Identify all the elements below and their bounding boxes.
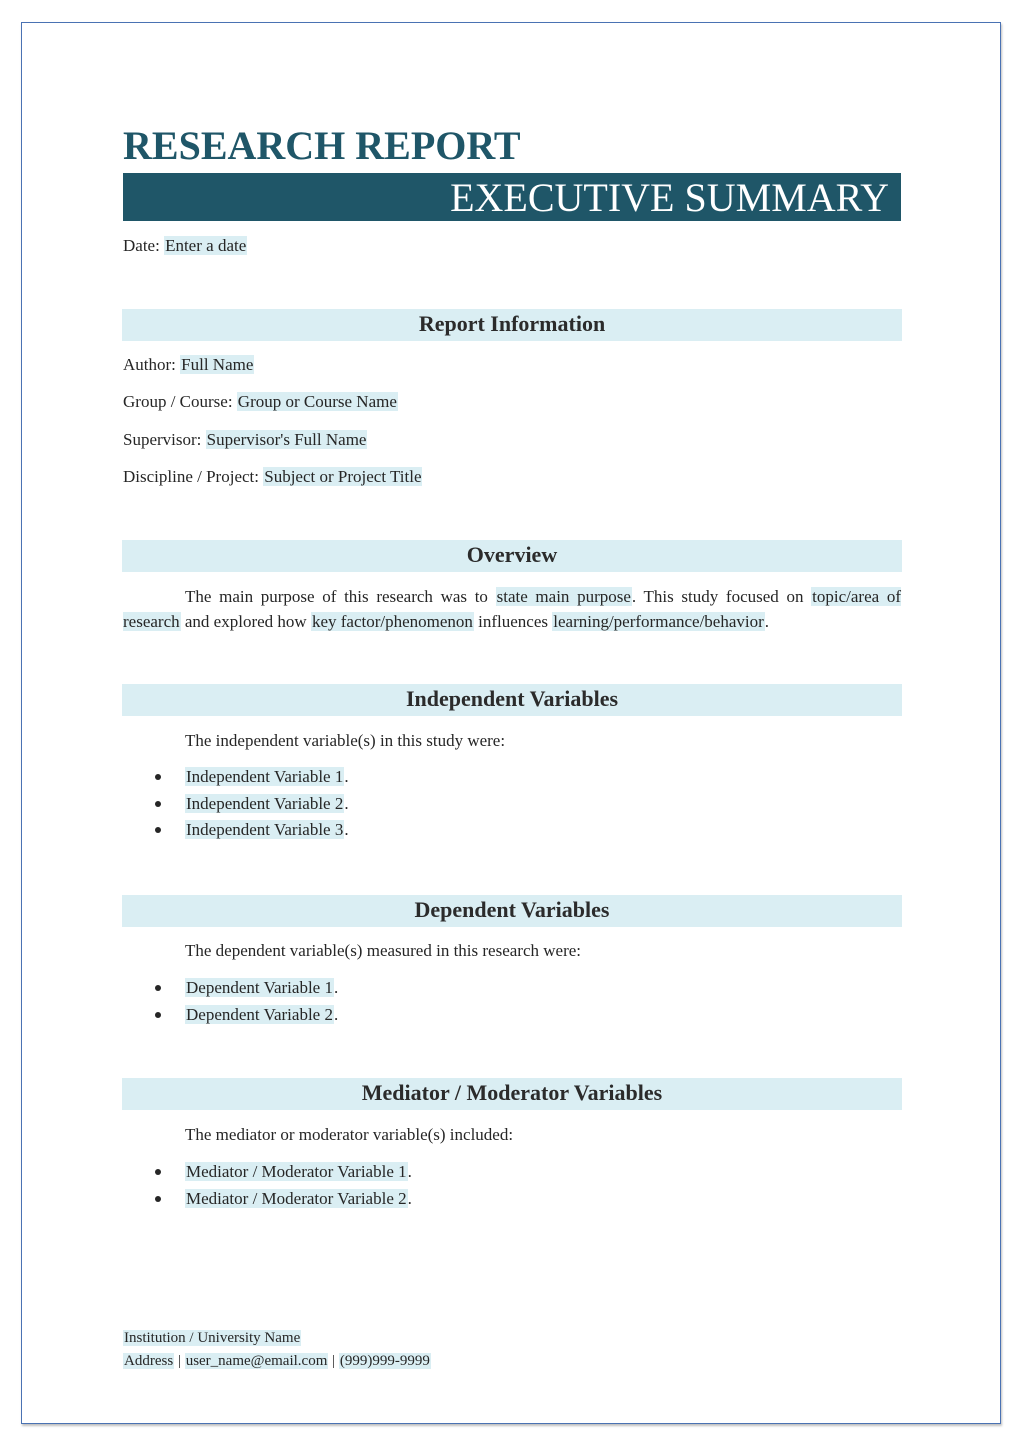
- item-period: .: [344, 793, 349, 813]
- date-label: Date:: [123, 236, 165, 255]
- separator: |: [174, 1353, 185, 1369]
- address-field[interactable]: Address: [124, 1353, 174, 1369]
- group-course-label: Group / Course:: [123, 392, 237, 411]
- discipline-project-line: [123, 466, 422, 488]
- date-line: [123, 235, 247, 257]
- overview-text-5: .: [764, 612, 770, 631]
- independent-variables-heading: Independent Variables: [122, 684, 902, 716]
- learning-performance-field[interactable]: learning/performance/behavior: [553, 612, 764, 631]
- supervisor-line: [123, 429, 367, 451]
- independent-variable-2-field[interactable]: Independent Variable 2: [186, 793, 344, 813]
- bullet-icon: [155, 1169, 161, 1175]
- overview-text-3: and explored how: [180, 612, 311, 631]
- overview-paragraph: [123, 584, 901, 634]
- item-period: .: [344, 820, 349, 839]
- footer-institution-line: [123, 1328, 301, 1348]
- list-item: [123, 766, 349, 793]
- key-factor-field[interactable]: key factor/phenomenon: [311, 612, 473, 631]
- mediator-moderator-heading: Mediator / Moderator Variables: [122, 1078, 902, 1110]
- item-period: .: [407, 1188, 412, 1208]
- supervisor-label: Supervisor:: [123, 430, 206, 449]
- overview-text-1: The main purpose of this research was to: [185, 587, 496, 606]
- executive-summary-banner: [123, 173, 901, 221]
- item-period: .: [333, 978, 339, 997]
- date-field[interactable]: Enter a date: [165, 236, 247, 255]
- dependent-variable-2-field[interactable]: Dependent Variable 2: [186, 1004, 333, 1024]
- mediator-variable-2-field[interactable]: Mediator / Moderator Variable 2: [186, 1188, 407, 1208]
- phone-field[interactable]: (999)999-9999: [339, 1353, 430, 1369]
- banner-text: EXECUTIVE SUMMARY: [450, 175, 889, 220]
- bullet-icon: [155, 1196, 161, 1202]
- dependent-variable-1-field[interactable]: Dependent Variable 1: [186, 978, 333, 997]
- item-period: .: [407, 1162, 412, 1181]
- list-item: [123, 819, 349, 846]
- bullet-icon: [155, 985, 161, 991]
- independent-intro: The independent variable(s) in this study were:: [185, 731, 506, 750]
- independent-variables-list: [123, 766, 349, 846]
- independent-variable-3-field[interactable]: Independent Variable 3: [186, 820, 344, 839]
- group-course-line: [123, 391, 398, 413]
- author-label: Author:: [123, 355, 181, 374]
- discipline-project-field[interactable]: Subject or Project Title: [264, 467, 422, 486]
- item-period: .: [344, 767, 349, 786]
- overview-text-4: influences: [473, 612, 553, 631]
- group-course-field[interactable]: Group or Course Name: [237, 392, 397, 411]
- dependent-intro: The dependent variable(s) measured in this research were:: [185, 941, 582, 960]
- separator: |: [328, 1353, 339, 1369]
- overview-heading: Overview: [122, 540, 902, 572]
- overview-text-2: . This study focused on: [631, 587, 812, 606]
- footer-contact-line: [123, 1351, 431, 1371]
- bullet-icon: [155, 801, 161, 807]
- dependent-variables-heading: Dependent Variables: [122, 895, 902, 927]
- report-information-heading: Report Information: [122, 309, 902, 341]
- mediator-intro: The mediator or moderator variable(s) included:: [185, 1125, 514, 1144]
- bullet-icon: [155, 774, 161, 780]
- author-field[interactable]: Full Name: [181, 355, 254, 374]
- institution-field[interactable]: Institution / University Name: [124, 1330, 301, 1346]
- supervisor-field[interactable]: Supervisor's Full Name: [206, 430, 367, 449]
- discipline-project-label: Discipline / Project:: [123, 467, 264, 486]
- independent-variable-1-field[interactable]: Independent Variable 1: [186, 767, 344, 786]
- list-item: [123, 1161, 412, 1188]
- main-purpose-field[interactable]: state main purpose: [496, 587, 631, 606]
- bullet-icon: [155, 827, 161, 833]
- bullet-icon: [155, 1012, 161, 1018]
- list-item: [123, 977, 338, 1004]
- topic-area-field[interactable]: topic/area of research: [123, 587, 901, 631]
- list-item: [123, 1188, 412, 1215]
- author-line: [123, 354, 254, 376]
- mediator-variable-1-field[interactable]: Mediator / Moderator Variable 1: [186, 1162, 407, 1181]
- mediator-moderator-list: [123, 1161, 412, 1214]
- email-field[interactable]: user_name@email.com: [185, 1353, 328, 1369]
- dependent-variables-list: [123, 977, 338, 1030]
- item-period: .: [333, 1004, 339, 1024]
- list-item: [123, 1004, 338, 1031]
- report-title: RESEARCH REPORT: [123, 123, 521, 168]
- list-item: [123, 793, 349, 820]
